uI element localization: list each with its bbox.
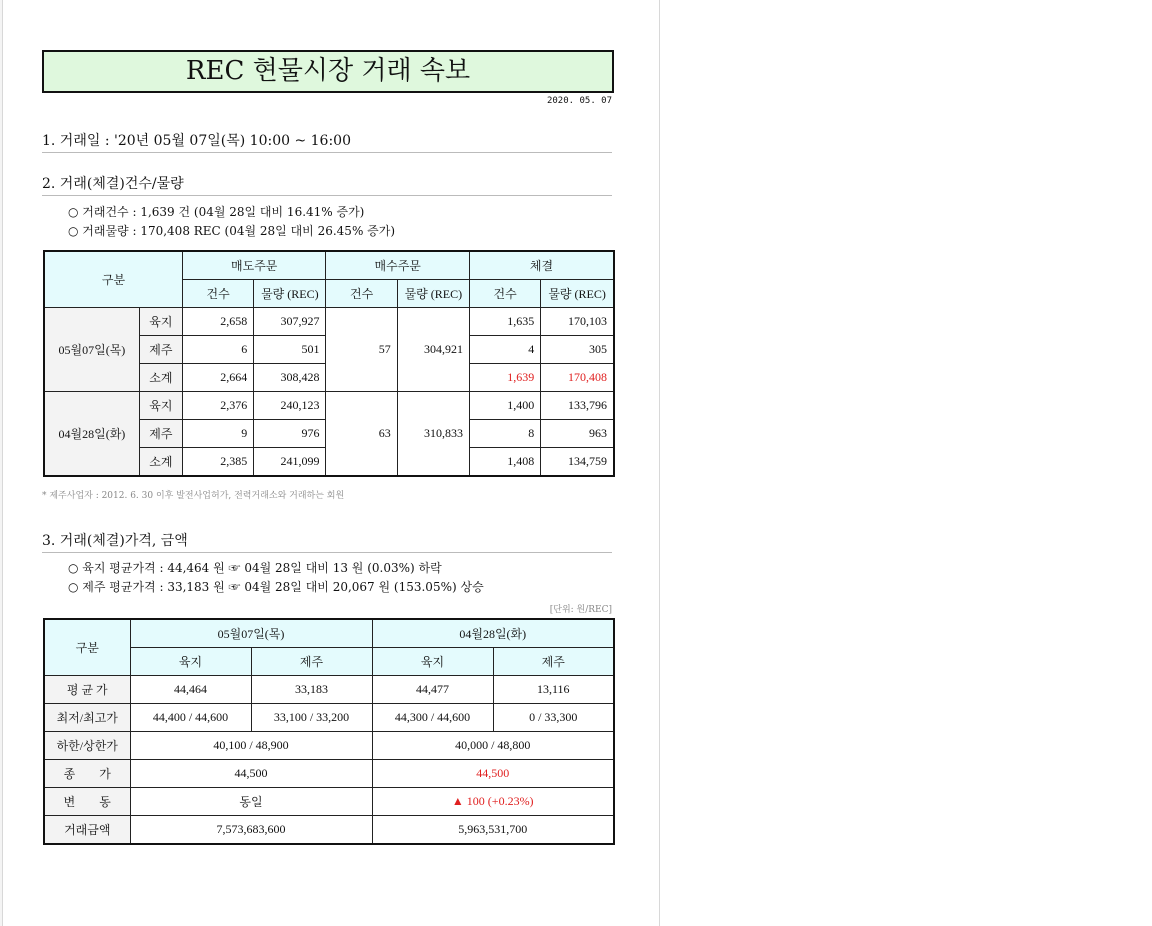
deal-volume-cell: 963 bbox=[541, 420, 614, 448]
header-land: 육지 bbox=[130, 648, 251, 676]
row-label-close: 종 가 bbox=[44, 760, 130, 788]
avg-cell: 44,477 bbox=[372, 676, 493, 704]
change-cell: 동일 bbox=[130, 788, 372, 816]
table-row bbox=[44, 788, 614, 816]
header-sell-order: 매도주문 bbox=[182, 251, 326, 280]
table-row bbox=[44, 760, 614, 788]
blank-page-area bbox=[660, 0, 1152, 926]
row-label-change: 변 동 bbox=[44, 788, 130, 816]
minmax-cell: 33,100 / 33,200 bbox=[251, 704, 372, 732]
deal-count-cell: 1,400 bbox=[469, 392, 540, 420]
jeju-operator-note: * 제주사업자 : 2012. 6. 30 이후 발전사업허가, 전력거래소와 거래하는 회원 bbox=[42, 491, 345, 501]
sell-volume-cell: 241,099 bbox=[254, 448, 326, 477]
section-2-heading: 2. 거래(체결)건수/물량 bbox=[42, 173, 612, 196]
header-buy-count: 건수 bbox=[326, 280, 397, 308]
unit-label: [단위: 원/REC] bbox=[549, 605, 612, 615]
report-date: 2020. 05. 07 bbox=[546, 96, 612, 106]
buy-volume-cell: 310,833 bbox=[397, 392, 469, 477]
limit-cell: 40,000 / 48,800 bbox=[372, 732, 614, 760]
table-row bbox=[44, 676, 614, 704]
section-3-heading: 3. 거래(체결)가격, 금액 bbox=[42, 530, 612, 553]
section-1-trade-date: 1. 거래일 : '20년 05월 07일(목) 10:00 ~ 16:00 bbox=[42, 130, 612, 153]
sell-count-cell: 9 bbox=[182, 420, 253, 448]
avg-cell: 13,116 bbox=[493, 676, 614, 704]
row-label-amount: 거래금액 bbox=[44, 816, 130, 845]
bullet-trade-volume: ○ 거래물량 : 170,408 REC (04월 28일 대비 26.45% 증가) bbox=[68, 224, 396, 238]
deal-volume-cell: 134,759 bbox=[541, 448, 614, 477]
bullet-trade-count: ○ 거래건수 : 1,639 건 (04월 28일 대비 16.41% 증가) bbox=[68, 205, 365, 219]
deal-volume-cell: 170,103 bbox=[541, 308, 614, 336]
header-buy-volume: 물량 (REC) bbox=[397, 280, 469, 308]
amount-cell: 5,963,531,700 bbox=[372, 816, 614, 845]
row-label-avg: 평 균 가 bbox=[44, 676, 130, 704]
sell-volume-cell: 307,927 bbox=[254, 308, 326, 336]
deal-volume-cell: 133,796 bbox=[541, 392, 614, 420]
header-jeju: 제주 bbox=[251, 648, 372, 676]
amount-cell: 7,573,683,600 bbox=[130, 816, 372, 845]
row-label: 소계 bbox=[139, 364, 182, 392]
deal-volume-cell: 170,408 bbox=[541, 364, 614, 392]
header-date-0507: 05월07일(목) bbox=[130, 619, 372, 648]
row-label: 소계 bbox=[139, 448, 182, 477]
deal-count-cell: 4 bbox=[469, 336, 540, 364]
row-label: 제주 bbox=[139, 336, 182, 364]
buy-volume-cell: 304,921 bbox=[397, 308, 469, 392]
buy-count-cell: 63 bbox=[326, 392, 397, 477]
table-row bbox=[44, 308, 614, 336]
minmax-cell: 44,400 / 44,600 bbox=[130, 704, 251, 732]
header-sell-volume: 물량 (REC) bbox=[254, 280, 326, 308]
header-deal-count: 건수 bbox=[469, 280, 540, 308]
header-gubun: 구분 bbox=[44, 619, 130, 676]
header-land: 육지 bbox=[372, 648, 493, 676]
change-cell: ▲ 100 (+0.23%) bbox=[372, 788, 614, 816]
sell-volume-cell: 501 bbox=[254, 336, 326, 364]
price-amount-table bbox=[43, 618, 615, 845]
header-jeju: 제주 bbox=[493, 648, 614, 676]
header-buy-order: 매수주문 bbox=[326, 251, 470, 280]
row-label: 육지 bbox=[139, 308, 182, 336]
bullet-jeju-avg-price: ○ 제주 평균가격 : 33,183 원 ☞ 04월 28일 대비 20,067 원 (153.05%) 상승 bbox=[68, 580, 484, 594]
page-title: REC 현물시장 거래 속보 bbox=[42, 50, 614, 93]
deal-count-cell: 1,635 bbox=[469, 308, 540, 336]
header-sell-count: 건수 bbox=[182, 280, 253, 308]
sell-volume-cell: 308,428 bbox=[254, 364, 326, 392]
buy-count-cell: 57 bbox=[326, 308, 397, 392]
sell-count-cell: 2,664 bbox=[182, 364, 253, 392]
row-label-limit: 하한/상한가 bbox=[44, 732, 130, 760]
sell-volume-cell: 976 bbox=[254, 420, 326, 448]
sell-count-cell: 6 bbox=[182, 336, 253, 364]
table-row bbox=[44, 704, 614, 732]
trade-volume-table bbox=[43, 250, 615, 477]
limit-cell: 40,100 / 48,900 bbox=[130, 732, 372, 760]
sell-count-cell: 2,658 bbox=[182, 308, 253, 336]
avg-cell: 33,183 bbox=[251, 676, 372, 704]
header-deal-volume: 물량 (REC) bbox=[541, 280, 614, 308]
table-row bbox=[44, 816, 614, 845]
sell-count-cell: 2,385 bbox=[182, 448, 253, 477]
header-date-0428: 04월28일(화) bbox=[372, 619, 614, 648]
deal-volume-cell: 305 bbox=[541, 336, 614, 364]
close-cell: 44,500 bbox=[372, 760, 614, 788]
minmax-cell: 44,300 / 44,600 bbox=[372, 704, 493, 732]
table-row bbox=[44, 392, 614, 420]
header-deal: 체결 bbox=[469, 251, 614, 280]
avg-cell: 44,464 bbox=[130, 676, 251, 704]
table-row bbox=[44, 732, 614, 760]
header-gubun: 구분 bbox=[44, 251, 182, 308]
deal-count-cell: 1,639 bbox=[469, 364, 540, 392]
sell-count-cell: 2,376 bbox=[182, 392, 253, 420]
row-label: 제주 bbox=[139, 420, 182, 448]
bullet-land-avg-price: ○ 육지 평균가격 : 44,464 원 ☞ 04월 28일 대비 13 원 (0.03%) 하락 bbox=[68, 561, 442, 575]
row-label-minmax: 최저/최고가 bbox=[44, 704, 130, 732]
group-date: 05월07일(목) bbox=[44, 308, 139, 392]
row-label: 육지 bbox=[139, 392, 182, 420]
close-cell: 44,500 bbox=[130, 760, 372, 788]
sell-volume-cell: 240,123 bbox=[254, 392, 326, 420]
deal-count-cell: 8 bbox=[469, 420, 540, 448]
deal-count-cell: 1,408 bbox=[469, 448, 540, 477]
minmax-cell: 0 / 33,300 bbox=[493, 704, 614, 732]
group-date: 04월28일(화) bbox=[44, 392, 139, 477]
